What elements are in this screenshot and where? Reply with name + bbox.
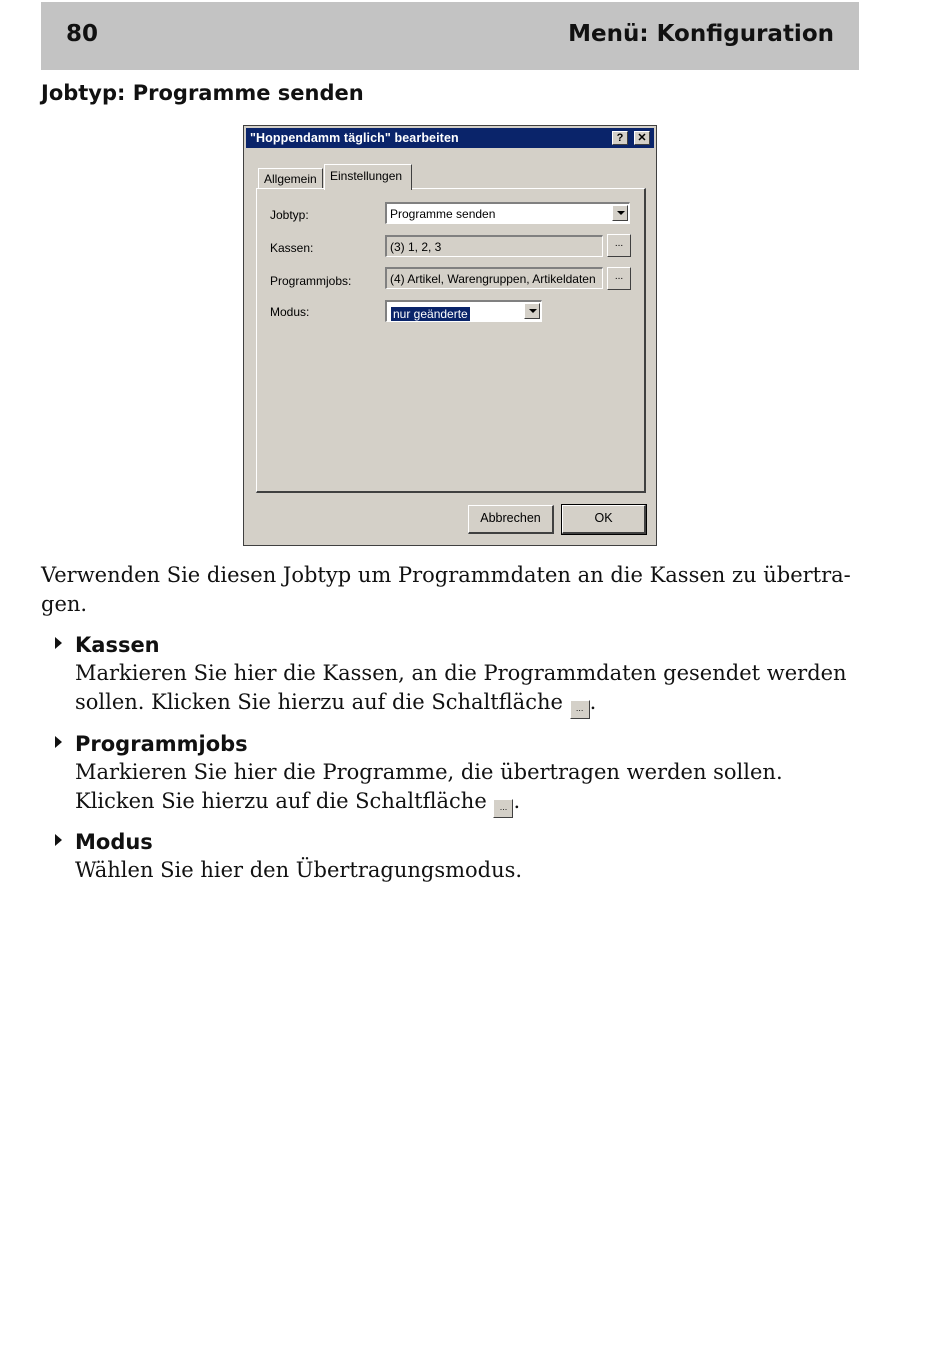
- tab-allgemein-label: Allgemein: [264, 172, 317, 186]
- item-text: Wählen Sie hier den Übertragungsmodus.: [75, 858, 523, 882]
- edit-job-dialog: [243, 125, 657, 546]
- cancel-button[interactable]: Abbrechen: [468, 505, 554, 534]
- dialog-title: "Hoppendamm täglich" bearbeiten: [250, 131, 459, 145]
- jobtyp-label: Jobtyp:: [270, 208, 309, 222]
- item-description: [75, 856, 865, 885]
- item-title: Modus: [75, 830, 153, 854]
- item-text-end: .: [589, 690, 597, 714]
- modus-select[interactable]: [385, 300, 542, 322]
- programmjobs-field: [385, 267, 603, 289]
- ellipsis-button-icon: ...: [570, 700, 590, 719]
- item-description: [75, 659, 865, 719]
- settings-panel: [256, 188, 646, 493]
- item-title: Kassen: [75, 633, 160, 657]
- section-title: Jobtyp: Programme senden: [41, 81, 364, 105]
- jobtyp-select[interactable]: [385, 202, 630, 224]
- programmjobs-label: Programmjobs:: [270, 274, 352, 288]
- item-text: Markieren Sie hier die Programme, die übertragen werden sollen. Klicken Sie hierzu auf die Schaltfläche: [75, 760, 783, 813]
- tab-einstellungen-label: Einstellungen: [330, 169, 403, 183]
- ok-button[interactable]: OK: [562, 505, 646, 534]
- dialog-titlebar: [246, 128, 654, 148]
- kassen-field: [385, 235, 603, 257]
- tab-einstellungen[interactable]: [324, 164, 412, 190]
- kassen-browse-button[interactable]: ...: [607, 234, 631, 257]
- bullet-arrow-icon: [55, 637, 62, 649]
- jobtyp-dropdown-icon[interactable]: [612, 205, 628, 221]
- item-text: Markieren Sie hier die Kassen, an die Programmdaten gesendet werden sollen. Klicken Sie hierzu auf die Schaltfläche: [75, 661, 847, 714]
- kassen-label: Kassen:: [270, 241, 314, 255]
- item-description: [75, 758, 865, 818]
- jobtyp-value: Programme senden: [390, 207, 496, 221]
- ellipsis-button-icon: ...: [493, 799, 513, 818]
- intro-paragraph: Verwenden Sie diesen Jobtyp um Programmdaten an die Kassen zu übertra-gen.: [41, 563, 851, 616]
- programmjobs-browse-button[interactable]: ...: [607, 267, 631, 290]
- item-title: Programmjobs: [75, 732, 248, 756]
- page-header: [41, 2, 859, 70]
- page-number: 80: [66, 21, 99, 47]
- chapter-title: Menü: Konfiguration: [568, 21, 834, 47]
- programmjobs-value: (4) Artikel, Warengruppen, Artikeldaten: [390, 272, 596, 286]
- tab-allgemein[interactable]: [258, 168, 323, 188]
- bullet-arrow-icon: [55, 736, 62, 748]
- close-button[interactable]: ✕: [634, 131, 650, 145]
- help-button[interactable]: ?: [612, 131, 628, 145]
- kassen-value: (3) 1, 2, 3: [390, 240, 442, 254]
- modus-value: nur geänderte: [393, 307, 468, 321]
- item-text-end: .: [513, 789, 521, 813]
- modus-label: Modus:: [270, 305, 310, 319]
- bullet-arrow-icon: [55, 834, 62, 846]
- modus-dropdown-icon[interactable]: [524, 303, 540, 319]
